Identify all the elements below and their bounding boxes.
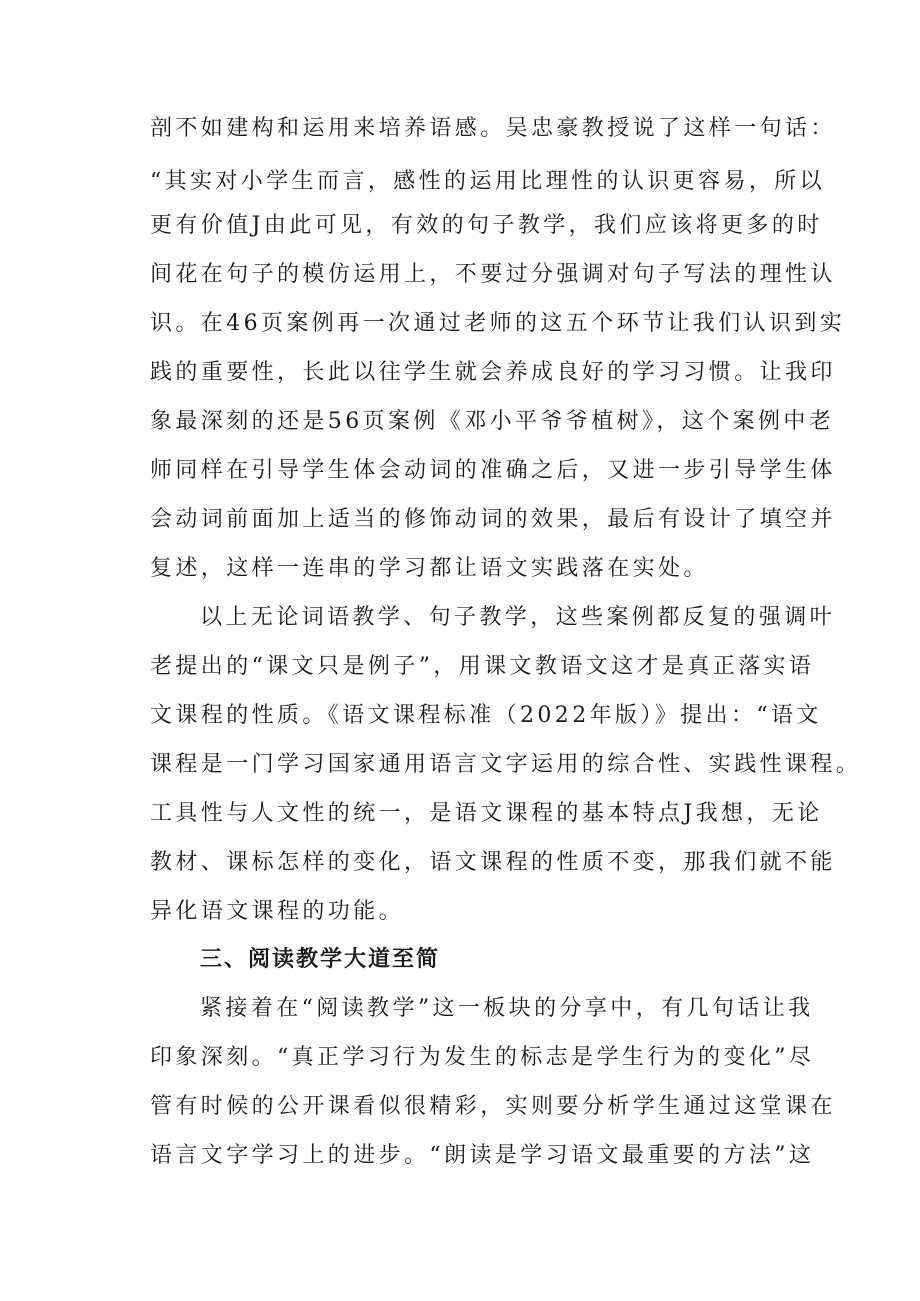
text-line-21: 管有时候的公开课看似很精彩，实则要分析学生通过这堂课在 [150, 1094, 836, 1119]
paragraph-start-line-19: 紧接着在“阅读教学”这一板块的分享中，有几句话让我 [200, 996, 814, 1021]
text-line-7: 象最深刻的还是56页案例《邓小平爷爷植树》，这个案例中老 [150, 409, 835, 434]
text-line-22: 语言文字学习上的进步。“朗读是学习语文最重要的方法”这 [150, 1143, 815, 1168]
section-heading: 三、阅读教学大道至简 [200, 947, 441, 972]
text-line-12: 老提出的“课文只是例子”，用课文教语文这才是真正落实语 [150, 654, 815, 679]
text-line-6: 践的重要性，长此以往学生就会养成良好的学习习惯。让我印 [150, 360, 836, 385]
paragraph-start-line-11: 以上无论词语教学、句子教学，这些案例都反复的强调叶 [200, 605, 836, 630]
text-line-8: 师同样在引导学生体会动词的准确之后，又进一步引导学生体 [150, 458, 836, 483]
text-line-14: 课程是一门学习国家通用语言文字运用的综合性、实践性课程。 [150, 752, 862, 777]
text-line-17: 异化语文课程的功能。 [150, 899, 405, 924]
text-line-20: 印象深刻。“真正学习行为发生的标志是学生行为的变化”尽 [150, 1045, 815, 1070]
text-line-10: 复述，这样一连串的学习都让语文实践落在实处。 [150, 556, 709, 581]
text-line-2: “其实对小学生而言，感性的运用比理性的认识更容易，所以 [150, 169, 826, 194]
text-line-13: 文课程的性质。《语文课程标准（2022年版）》提出：“语文 [150, 703, 822, 728]
text-line-5: 识。在46页案例再一次通过老师的这五个环节让我们认识到实 [150, 311, 846, 336]
text-line-15: 工具性与人文性的统一，是语文课程的基本特点J我想，无论 [150, 801, 823, 826]
text-line-9: 会动词前面加上适当的修饰动词的效果，最后有设计了填空并 [150, 507, 836, 532]
text-line-3: 更有价值J由此可见，有效的句子教学，我们应该将更多的时 [150, 213, 823, 238]
text-line-1: 剖不如建构和运用来培养语感。吴忠豪教授说了这样一句话： [150, 116, 836, 141]
text-line-16: 教材、课标怎样的变化，语文课程的性质不变，那我们就不能 [150, 850, 836, 875]
text-line-4: 间花在句子的模仿运用上，不要过分强调对句子写法的理性认 [150, 262, 836, 287]
